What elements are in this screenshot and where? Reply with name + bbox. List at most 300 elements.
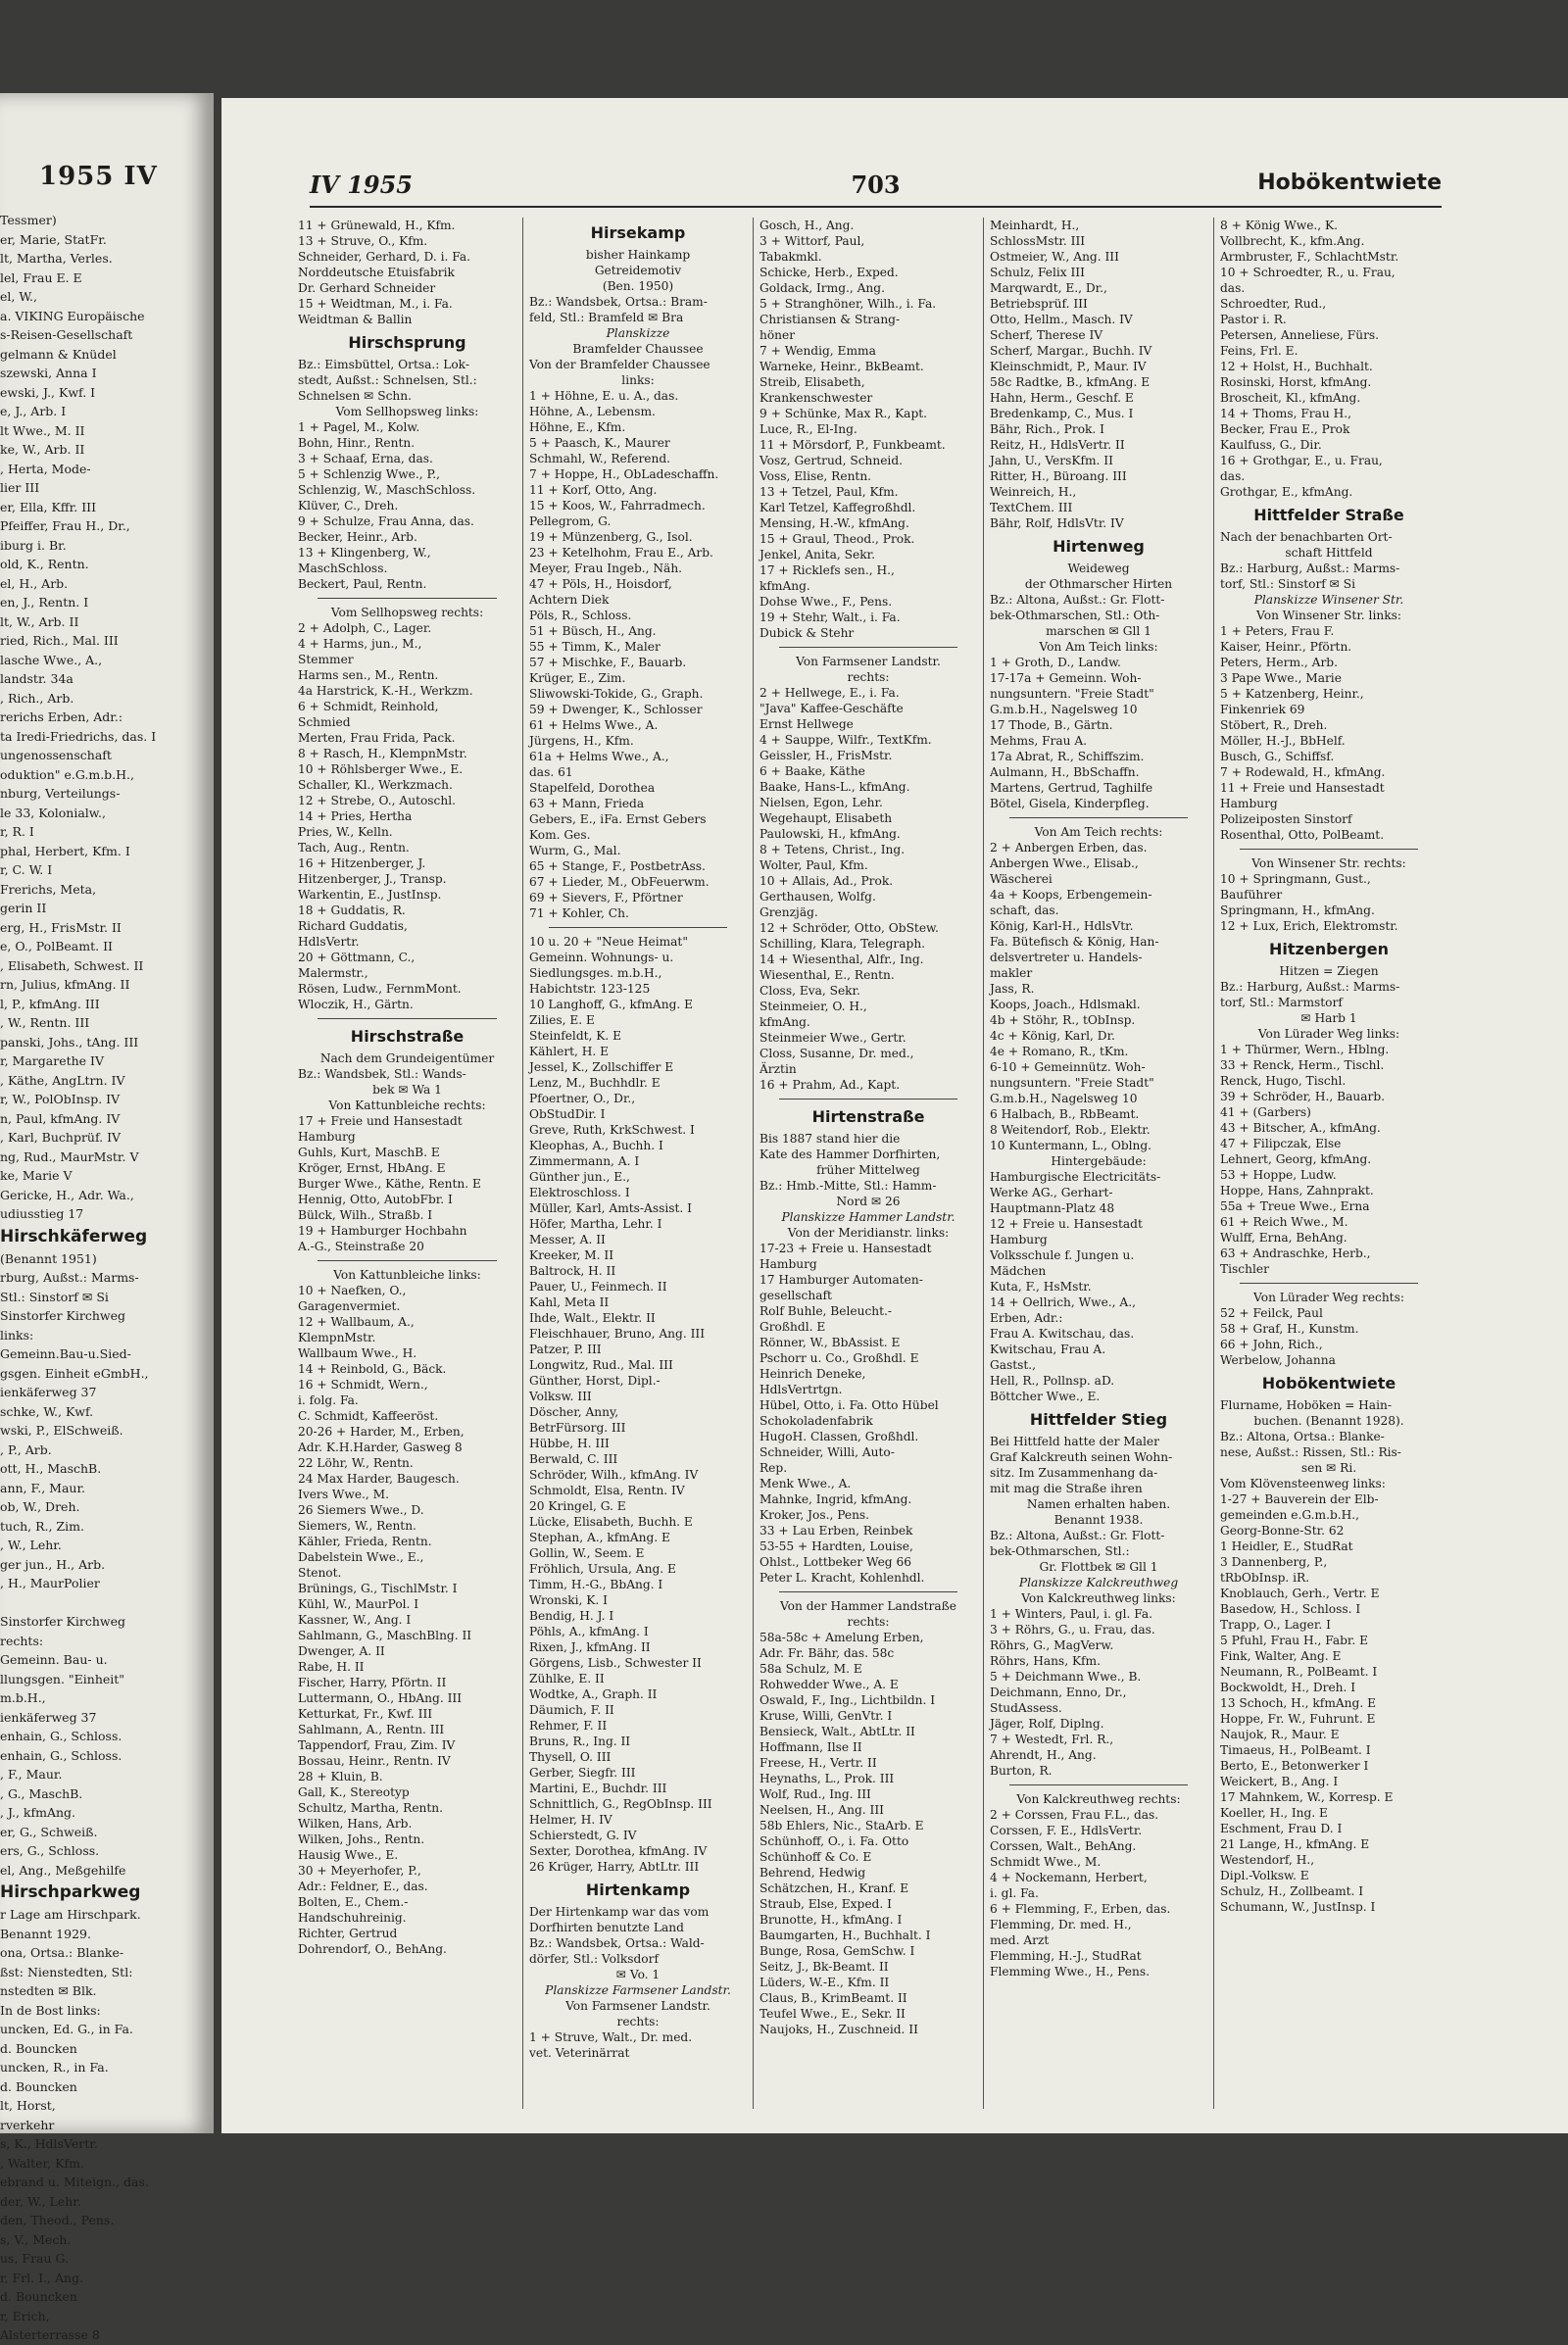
directory-entry: 20 Kringel, G. E <box>529 1499 626 1513</box>
directory-entry: gsgen. Einheit eGmbH., <box>0 1365 149 1381</box>
running-head-street: Hobökentwiete <box>1257 171 1442 195</box>
directory-entry: Renck, Hugo, Tischl. <box>1220 1074 1347 1088</box>
directory-entry: Fischer, Harry, Pförtn. II <box>298 1676 447 1689</box>
directory-entry: Hennig, Otto, AutobFbr. I <box>298 1193 453 1206</box>
directory-entry: Polizeiposten Sinstorf <box>1220 812 1352 826</box>
section-divider <box>318 1260 497 1261</box>
directory-entry: Ohlst., Lottbeker Weg 66 <box>760 1555 911 1569</box>
directory-entry: Fa. Bütefisch & König, Han- <box>990 935 1159 949</box>
directory-entry: ke, W., Arb. II <box>0 442 85 457</box>
directory-entry: Fröhlich, Ursula, Ang. E <box>529 1562 676 1576</box>
directory-entry: Menk Wwe., A. <box>760 1477 852 1490</box>
directory-entry: Kahl, Meta II <box>529 1295 610 1309</box>
directory-entry: 55a + Treue Wwe., Erna <box>1220 1199 1370 1213</box>
directory-entry: Rolf Buhle, Beleucht.- <box>760 1304 893 1318</box>
directory-entry: Greve, Ruth, KrkSchwest. I <box>529 1123 695 1137</box>
centered-note: Von Am Teich links: <box>1039 640 1158 654</box>
directory-entry: Scherf, Margar., Buchh. IV <box>990 344 1152 358</box>
page-header <box>310 171 1442 208</box>
directory-entry: 12 + Schröder, Otto, ObStew. <box>760 921 939 935</box>
centered-note: rechts: <box>847 1615 890 1629</box>
directory-entry: Graf Kalckreuth seinen Wohn- <box>990 1450 1173 1464</box>
directory-entry: Döscher, Anny, <box>529 1405 619 1419</box>
directory-entry: Hamburg <box>760 1257 817 1271</box>
centered-note: ✉ Vo. 1 <box>615 1968 661 1981</box>
street-heading: Hittfelder Stieg <box>1029 1410 1168 1429</box>
directory-entry: bek-Othmarschen, Stl.: <box>990 1544 1130 1558</box>
directory-entry: r, Margarethe IV <box>0 1053 105 1068</box>
directory-entry: Müller, Karl, Amts-Assist. I <box>529 1201 692 1215</box>
column-1 <box>292 218 522 2109</box>
directory-entry: Peters, Herm., Arb. <box>1220 656 1338 669</box>
directory-entry: Siemers, W., Rentn. <box>298 1519 416 1533</box>
directory-entry: ienkäferweg 37 <box>0 1385 97 1399</box>
directory-entry: iburg i. Br. <box>0 537 67 553</box>
directory-entry: Kaulfuss, G., Dir. <box>1220 438 1322 452</box>
directory-entry: 7 + Westedt, Frl. R., <box>990 1733 1114 1746</box>
directory-entry: Günther jun., E., <box>529 1170 630 1184</box>
directory-entry: Grenzjäg. <box>760 905 818 919</box>
directory-entry: HdlsVertr. <box>298 935 360 949</box>
directory-entry: sitz. Im Zusammenhang da- <box>990 1466 1158 1480</box>
directory-entry: tRbObInsp. iR. <box>1220 1571 1310 1585</box>
directory-entry: Ärztin <box>760 1062 797 1076</box>
directory-entry: s-Reisen-Gesellschaft <box>0 327 133 342</box>
directory-entry: Gall, K., Stereotyp <box>298 1785 410 1799</box>
directory-entry: Pöhls, A., kfmAng. I <box>529 1625 649 1638</box>
directory-entry: lasche Wwe., A., <box>0 652 103 667</box>
column-5 <box>1213 218 1444 2109</box>
section-divider <box>549 927 727 928</box>
directory-entry: 30 + Meyerhofer, P., <box>298 1864 421 1878</box>
directory-entry: das. <box>1220 469 1246 483</box>
directory-entry: 58a Schulz, M. E <box>760 1662 862 1676</box>
directory-entry: Bis 1887 stand hier die <box>760 1132 901 1146</box>
directory-entry: Lücke, Elisabeth, Buchh. E <box>529 1515 693 1529</box>
directory-entry: Heynaths, L., Prok. III <box>760 1772 895 1785</box>
directory-entry: ebrand u. Miteign., das. <box>0 2174 149 2189</box>
directory-entry: G.m.b.H., Nagelsweg 10 <box>990 703 1138 716</box>
directory-entry: Zimmermann, A. I <box>529 1154 640 1168</box>
directory-entry: Mädchen <box>990 1264 1047 1278</box>
directory-entry: 10 Langhoff, G., kfmAng. E <box>529 998 694 1011</box>
directory-entry: Berwald, C. III <box>529 1452 618 1466</box>
directory-entry: Kleophas, A., Buchh. I <box>529 1139 663 1152</box>
directory-entry: 19 + Hamburger Hochbahn <box>298 1224 467 1238</box>
directory-entry: n, Paul, kfmAng. IV <box>0 1110 121 1126</box>
directory-entry: Schlenzig, W., MaschSchloss. <box>298 483 476 497</box>
directory-entry: 26 Krüger, Harry, AbtLtr. III <box>529 1860 700 1874</box>
directory-entry: oduktion" e.G.m.b.H., <box>0 766 135 782</box>
directory-entry: Bockwoldt, H., Dreh. I <box>1220 1681 1356 1694</box>
directory-entry: i. folg. Fa. <box>298 1393 359 1407</box>
directory-entry: Luttermann, O., HbAng. III <box>298 1691 463 1705</box>
directory-entry: Großhdl. E <box>760 1320 826 1334</box>
directory-entry: Schünhoff, O., i. Fa. Otto <box>760 1834 909 1848</box>
directory-entry: "Java" Kaffee-Geschäfte <box>760 702 904 715</box>
directory-entry: G.m.b.H., Nagelsweg 10 <box>990 1092 1138 1105</box>
centered-note: Planskizze <box>606 326 670 340</box>
street-heading: Hirschkäferweg <box>0 1226 148 1246</box>
directory-entry: Schokoladenfabrik <box>760 1414 873 1428</box>
street-heading: Hirtenstraße <box>811 1107 925 1126</box>
directory-entry: 19 + Münzenberg, G., Isol. <box>529 530 693 544</box>
directory-entry: Bötel, Gisela, Kinderpfleg. <box>990 797 1150 810</box>
directory-entry: Berto, E., Betonwerker I <box>1220 1759 1369 1773</box>
directory-entry: 7 + Wendig, Emma <box>760 344 876 358</box>
directory-entry: Adr. K.H.Harder, Gasweg 8 <box>298 1441 463 1454</box>
directory-entry: Stenot. <box>298 1566 342 1580</box>
directory-entry: llungsgen. "Einheit" <box>0 1671 125 1686</box>
directory-entry: Karl Tetzel, Kaffegroßhdl. <box>760 501 916 514</box>
directory-entry: Flemming, Dr. med. H., <box>990 1918 1132 1931</box>
directory-entry: HugoH. Classen, Großhdl. <box>760 1430 919 1443</box>
directory-entry: Timaeus, H., PolBeamt. I <box>1220 1743 1371 1757</box>
directory-entry: Eschment, Frau D. I <box>1220 1822 1343 1835</box>
directory-entry: wski, P., ElSchweiß. <box>0 1423 123 1438</box>
directory-entry: Krüger, E., Zim. <box>529 671 626 685</box>
directory-entry: Becker, Frau E., Prok <box>1220 422 1350 436</box>
previous-page-text <box>0 211 206 2345</box>
directory-entry: Sinstorfer Kirchweg <box>0 1308 125 1323</box>
centered-note: Nach dem Grundeigentümer <box>319 1051 495 1065</box>
directory-entry: 1 + Peters, Frau F. <box>1220 624 1335 638</box>
directory-entry: Pfoertner, O., Dr., <box>529 1092 636 1105</box>
centered-note: ✉ Harb 1 <box>1300 1011 1357 1025</box>
directory-entry: Wolf, Rud., Ing. III <box>760 1787 871 1801</box>
centered-note: Benannt 1938. <box>1054 1513 1144 1527</box>
directory-entry: Kruse, Willi, GenVtr. I <box>760 1709 893 1723</box>
directory-entry: Bensieck, Walt., AbtLtr. II <box>760 1725 915 1738</box>
directory-entry: , Herta, Mode- <box>0 461 91 476</box>
directory-entry: Vosz, Gertrud, Schneid. <box>760 454 903 467</box>
directory-entry: Aulmann, H., BbSchaffn. <box>990 765 1140 779</box>
directory-entry: 55 + Timm, K., Maler <box>529 640 661 654</box>
street-heading: Hirschparkweg <box>0 1882 141 1902</box>
directory-entry: 43 + Bitscher, A., kfmAng. <box>1220 1121 1381 1135</box>
directory-entry: Röhrs, G., MagVerw. <box>990 1638 1114 1652</box>
directory-entry: Gemeinn. Wohnungs- u. <box>529 951 674 964</box>
directory-entry: erg, H., FrisMstr. II <box>0 919 122 935</box>
directory-entry: Schätzchen, H., Kranf. E <box>760 1881 909 1895</box>
directory-entry: Gosch, H., Ang. <box>760 219 855 232</box>
directory-entry: 8 + Tetens, Christ., Ing. <box>760 843 906 856</box>
directory-entry: Dabelstein Wwe., E., <box>298 1550 424 1564</box>
directory-entry: le 33, Kolonialw., <box>0 805 106 820</box>
directory-entry: el, H., Arb. <box>0 575 69 591</box>
directory-entry: Weickert, B., Ang. I <box>1220 1775 1339 1788</box>
directory-entry: 4a + Koops, Erbengemein- <box>990 888 1152 902</box>
directory-entry: Otto, Hellm., Masch. IV <box>990 313 1133 326</box>
centered-note: Von der Hammer Landstraße <box>780 1599 956 1613</box>
directory-entry: Patzer, P. III <box>529 1343 602 1356</box>
directory-entry: ger jun., H., Arb. <box>0 1556 106 1572</box>
directory-entry: Frau A. Kwitschau, das. <box>990 1327 1135 1341</box>
directory-entry: Neumann, R., PolBeamt. I <box>1220 1665 1378 1679</box>
centered-note: Von Kattunbleiche links: <box>333 1268 481 1282</box>
directory-entry: 7 + Rodewald, H., kfmAng. <box>1220 765 1386 779</box>
directory-entry: Höfer, Martha, Lehr. I <box>529 1217 662 1231</box>
directory-entry: 1 + Groth, D., Landw. <box>990 656 1121 669</box>
directory-entry: 17-23 + Freie u. Hansestadt <box>760 1242 932 1255</box>
directory-entry: ona, Ortsa.: Blanke- <box>0 1945 124 1960</box>
directory-entry: , H., MaurPolier <box>0 1576 100 1590</box>
directory-entry: d. Bouncken <box>0 2289 77 2304</box>
directory-entry: Rehmer, F. II <box>529 1719 608 1733</box>
directory-entry: ta Iredi-Friedrichs, das. I <box>0 728 157 744</box>
directory-entry: 13 + Struve, O., Kfm. <box>298 234 428 248</box>
directory-entry: tuch, R., Zim. <box>0 1518 84 1534</box>
directory-entry: Hamburgische Electricitäts- <box>990 1170 1161 1184</box>
directory-entry: ßst: Nienstedten, Stl: <box>0 1964 133 1979</box>
directory-entry: Kleinschmidt, P., Maur. IV <box>990 360 1147 373</box>
directory-entry: Marqwardt, E., Dr., <box>990 281 1107 295</box>
directory-entry: Steinmeier Wwe., Gertr. <box>760 1031 906 1045</box>
directory-entry: ObStudDir. I <box>529 1107 606 1121</box>
directory-entry: 11 + Mörsdorf, P., Funkbeamt. <box>760 438 946 452</box>
directory-entry: 59 + Dwenger, K., Schlosser <box>529 703 703 716</box>
directory-entry: delsvertreter u. Handels- <box>990 951 1143 964</box>
directory-entry: höner <box>760 328 796 342</box>
directory-entry: Stöbert, R., Dreh. <box>1220 718 1328 732</box>
directory-entry: torf, Stl.: Marmstorf <box>1220 996 1343 1009</box>
directory-entry: 5 + Katzenberg, Heinr., <box>1220 687 1364 701</box>
directory-entry: Bähr, Rich., Prok. I <box>990 422 1104 436</box>
directory-entry: Meyer, Frau Ingeb., Näh. <box>529 562 683 575</box>
directory-entry: 4b + Stöhr, R., tObInsp. <box>990 1013 1136 1027</box>
directory-entry: Bz.: Altona, Ortsa.: Blanke- <box>1220 1430 1385 1443</box>
directory-entry: MaschSchloss. <box>298 562 388 575</box>
directory-entry: Richard Guddatis, <box>298 919 408 933</box>
directory-entry: Pastor i. R. <box>1220 313 1287 326</box>
directory-entry: 5 + Deichmann Wwe., B. <box>990 1670 1142 1684</box>
directory-entry: 14 + Reinbold, G., Bäck. <box>298 1362 447 1376</box>
directory-entry: Trapp, O., Lager. I <box>1220 1618 1331 1632</box>
directory-entry: us, Frau G. <box>0 2251 70 2266</box>
directory-entry: 2 + Hellwege, E., i. Fa. <box>760 686 900 700</box>
section-divider <box>779 647 957 648</box>
directory-entry: r, Erich, <box>0 2308 50 2323</box>
directory-entry: 8 + Rasch, H., KlempnMstr. <box>298 747 467 760</box>
directory-entry: A.-G., Steinstraße 20 <box>298 1240 424 1253</box>
directory-entry: Hamburg <box>298 1130 356 1144</box>
directory-entry: Rosenthal, Otto, PolBeamt. <box>1220 828 1385 842</box>
directory-entry: 4 + Nockemann, Herbert, <box>990 1871 1148 1884</box>
directory-entry: Kassner, W., Ang. I <box>298 1613 412 1627</box>
directory-entry: 63 + Andraschke, Herb., <box>1220 1246 1371 1260</box>
directory-entry: Meinhardt, H., <box>990 219 1080 232</box>
centered-note: Von Kalckreuthweg rechts: <box>1016 1792 1181 1806</box>
directory-entry: Corssen, F. E., HdlsVertr. <box>990 1824 1143 1837</box>
directory-entry: 24 Max Harder, Baugesch. <box>298 1472 460 1486</box>
directory-entry: 2 + Anbergen Erben, das. <box>990 841 1148 855</box>
directory-entry: rechts: <box>0 1633 44 1648</box>
directory-entry: 21 Lange, H., kfmAng. E <box>1220 1837 1370 1851</box>
directory-entry: Martens, Gertrud, Taghilfe <box>990 781 1153 795</box>
directory-entry: Werbelow, Johanna <box>1220 1353 1336 1367</box>
directory-entry: szewski, Anna I <box>0 366 97 380</box>
directory-entry: Pauer, U., Feinmech. II <box>529 1280 667 1294</box>
directory-entry: 3 + Röhrs, G., u. Frau, das. <box>990 1623 1155 1637</box>
directory-entry: 3 Dannenberg, P., <box>1220 1555 1328 1569</box>
directory-entry: Ahrendt, H., Ang. <box>990 1748 1097 1762</box>
directory-entry: TextChem. III <box>990 501 1073 514</box>
directory-entry: 16 + Grothgar, E., u. Frau, <box>1220 454 1383 467</box>
directory-entry: 41 + (Garbers) <box>1220 1105 1311 1119</box>
directory-entry: 5 + Stranghöner, Wilh., i. Fa. <box>760 297 937 311</box>
directory-entry: Böttcher Wwe., E. <box>990 1390 1101 1403</box>
directory-entry: Schnittlich, G., RegObInsp. III <box>529 1797 712 1811</box>
directory-entry: Klüver, C., Dreh. <box>298 499 399 513</box>
directory-entry: Möller, H.-J., BbHelf. <box>1220 734 1346 748</box>
directory-entry: 4 + Sauppe, Wilfr., TextKfm. <box>760 733 932 747</box>
directory-entry: med. Arzt <box>990 1933 1050 1947</box>
centered-note: Planskizze Kalckreuthweg <box>1018 1576 1179 1589</box>
street-heading: Hirtenweg <box>1053 537 1145 556</box>
directory-entry: Thysell, O. III <box>529 1750 612 1764</box>
directory-entry: 14 + Wiesenthal, Alfr., Ing. <box>760 953 924 966</box>
directory-entry: Finkenriek 69 <box>1220 703 1305 716</box>
directory-entry: Frerichs, Meta, <box>0 881 97 897</box>
directory-entry: er, Marie, StatFr. <box>0 231 107 247</box>
directory-entry: lt Wwe., M. II <box>0 422 85 438</box>
directory-entry: Burger Wwe., Käthe, Rentn. E <box>298 1177 481 1191</box>
directory-entry: Schneider, Willi, Auto- <box>760 1445 895 1459</box>
directory-entry: er, G., Schweiß. <box>0 1824 98 1839</box>
directory-entry: Gebers, E., iFa. Ernst Gebers <box>529 812 707 826</box>
directory-entry: Wäscherei <box>990 872 1053 886</box>
directory-entry: Ivers Wwe., M. <box>298 1488 390 1501</box>
directory-entry: el, W., <box>0 289 37 304</box>
directory-entry: Jäger, Rolf, Diplng. <box>990 1717 1104 1731</box>
directory-entry: Rosinski, Horst, kfmAng. <box>1220 375 1372 389</box>
directory-entry: feld, Stl.: Bramfeld ✉ Bra <box>529 311 684 324</box>
directory-entry: Volksw. III <box>529 1390 592 1403</box>
directory-entry: Steinmeier, O. H., <box>760 1000 867 1013</box>
section-divider <box>779 1591 957 1592</box>
directory-entry: Teufel Wwe., E., Sekr. II <box>760 2007 906 2021</box>
directory-entry: 12 + Holst, H., Buchhalt. <box>1220 360 1373 373</box>
directory-entry: 14 + Oellrich, Wwe., A., <box>990 1295 1136 1309</box>
centered-note: Weideweg <box>1067 562 1130 575</box>
centered-note: Von Am Teich rechts: <box>1034 825 1163 839</box>
directory-entry: rverkehr <box>0 2117 55 2132</box>
directory-entry: Bz.: Wandsbek, Ortsa.: Bram- <box>529 295 708 309</box>
directory-entry: 5 + Schlenzig Wwe., P., <box>298 467 440 481</box>
directory-entry: Claus, B., KrimBeamt. II <box>760 1991 907 2005</box>
directory-entry: Koops, Joach., Hdlsmakl. <box>990 998 1141 1011</box>
directory-entry: 17 Thode, B., Gärtn. <box>990 718 1113 732</box>
directory-entry: In de Bost links: <box>0 2002 101 2018</box>
directory-entry: Kreeker, M. II <box>529 1248 614 1262</box>
directory-entry: Schaller, Kl., Werkzmach. <box>298 778 453 792</box>
directory-entry: KlempnMstr. <box>298 1331 376 1344</box>
directory-entry: Schroedter, Rud., <box>1220 297 1327 311</box>
directory-entry: Georg-Bonne-Str. 62 <box>1220 1524 1345 1538</box>
directory-entry: Gastst., <box>990 1358 1037 1372</box>
directory-entry: 17 + Freie und Hansestadt <box>298 1114 463 1128</box>
directory-entry: 33 + Lau Erben, Reinbek <box>760 1524 913 1538</box>
centered-note: Planskizze Hammer Landstr. <box>781 1210 956 1224</box>
directory-entry: Schmied <box>298 715 351 729</box>
street-heading: Hittfelder Straße <box>1253 506 1404 524</box>
directory-entry: Baake, Hans-L., kfmAng. <box>760 780 910 794</box>
directory-entry: Schneider, Gerhard, D. i. Fa. <box>298 250 470 264</box>
directory-entry: 10 Kuntermann, L., Oblng. <box>990 1139 1152 1152</box>
centered-note: Von Kattunbleiche rechts: <box>328 1099 486 1112</box>
directory-entry: , Rich., Arb. <box>0 690 74 706</box>
directory-entry: 3 + Wittorf, Paul, <box>760 234 865 248</box>
directory-entry: Closs, Eva, Sekr. <box>760 984 860 998</box>
directory-entry: StudAssess. <box>990 1701 1062 1715</box>
directory-entry: Alsterterrasse 8 <box>0 2327 100 2342</box>
directory-entry: stedt, Außst.: Schnelsen, Stl.: <box>298 373 477 387</box>
section-divider <box>1240 849 1418 850</box>
directory-entry: gemeinden e.G.m.b.H., <box>1220 1508 1360 1522</box>
directory-entry: 10 + Röhlsberger Wwe., E. <box>298 762 464 776</box>
directory-entry: Betriebsprüf. III <box>990 297 1088 311</box>
directory-entry: Röhrs, Hans, Kfm. <box>990 1654 1101 1668</box>
directory-entry: lt, Martha, Verles. <box>0 251 113 266</box>
directory-entry: r, Frl. I., Ang. <box>0 2270 84 2285</box>
directory-entry: mit mag die Straße ihren <box>990 1482 1143 1495</box>
directory-entry: Wilken, Johs., Rentn. <box>298 1832 425 1846</box>
centered-note: Planskizze Farmsener Landstr. <box>545 1983 731 1997</box>
directory-entry: Volksschule f. Jungen u. <box>990 1248 1135 1262</box>
directory-entry: Rixen, J., kfmAng. II <box>529 1640 651 1654</box>
directory-entry: Elektroschloss. I <box>529 1186 630 1199</box>
directory-entry: i. gl. Fa. <box>990 1886 1039 1900</box>
directory-entry: Von der Bramfelder Chaussee <box>529 358 710 371</box>
directory-entry: 17 Mahnkem, W., Korresp. E <box>1220 1790 1394 1804</box>
directory-entry: Tabakmkl. <box>760 250 822 264</box>
directory-entry: Wodtke, A., Graph. II <box>529 1687 658 1701</box>
centered-note: buchen. (Benannt 1928). <box>1253 1414 1404 1428</box>
directory-entry: Lenz, M., Buchhdlr. E <box>529 1076 661 1090</box>
directory-entry: ried, Rich., Mal. III <box>0 633 119 648</box>
directory-entry: Longwitz, Rud., Mal. III <box>529 1358 673 1372</box>
centered-note: Vom Sellhopsweg rechts: <box>330 606 484 619</box>
directory-entry: Brünings, G., TischlMstr. I <box>298 1582 458 1595</box>
directory-entry: er, Ella, Kffr. III <box>0 499 97 514</box>
directory-entry: Vom Klövensteenweg links: <box>1220 1477 1386 1490</box>
directory-entry: Handschuhreinig. <box>298 1911 407 1925</box>
directory-entry: Görgens, Lisb., Schwester II <box>529 1656 702 1670</box>
directory-entry: en, J., Rentn. I <box>0 595 89 610</box>
directory-entry: 13 + Klingenberg, W., <box>298 546 431 560</box>
directory-entry: Sexter, Dorothea, kfmAng. IV <box>529 1844 708 1858</box>
directory-entry: old, K., Rentn. <box>0 557 89 571</box>
directory-entry: Gemeinn.Bau-u.Sied- <box>0 1346 131 1361</box>
directory-entry: Reitz, H., HdlsVertr. II <box>990 438 1125 452</box>
directory-entry: Rohwedder Wwe., A. E <box>760 1678 899 1691</box>
directory-entry: Bendig, H. J. I <box>529 1609 614 1623</box>
directory-entry: nburg, Verteilungs- <box>0 786 121 801</box>
directory-entry: Stephan, A., kfmAng. E <box>529 1531 670 1544</box>
directory-entry: s, K., HdlsVertr. <box>0 2136 98 2151</box>
directory-entry: Koeller, H., Ing. E <box>1220 1806 1328 1820</box>
directory-entry: 16 + Prahm, Ad., Kapt. <box>760 1078 901 1092</box>
directory-entry: ienkäferweg 37 <box>0 1709 97 1725</box>
directory-entry: Busch, G., Schiffsf. <box>1220 750 1335 763</box>
directory-entry: , J., kfmAng. <box>0 1805 76 1820</box>
directory-entry: 23 + Ketelhohm, Frau E., Arb. <box>529 546 713 560</box>
directory-entry: 63 + Mann, Frieda <box>529 797 645 810</box>
directory-entry: Malermstr., <box>298 966 368 980</box>
directory-entry: Kählert, H. E <box>529 1045 610 1058</box>
directory-entry: Schilling, Klara, Telegraph. <box>760 937 926 951</box>
directory-entry: Christiansen & Strang- <box>760 313 901 326</box>
